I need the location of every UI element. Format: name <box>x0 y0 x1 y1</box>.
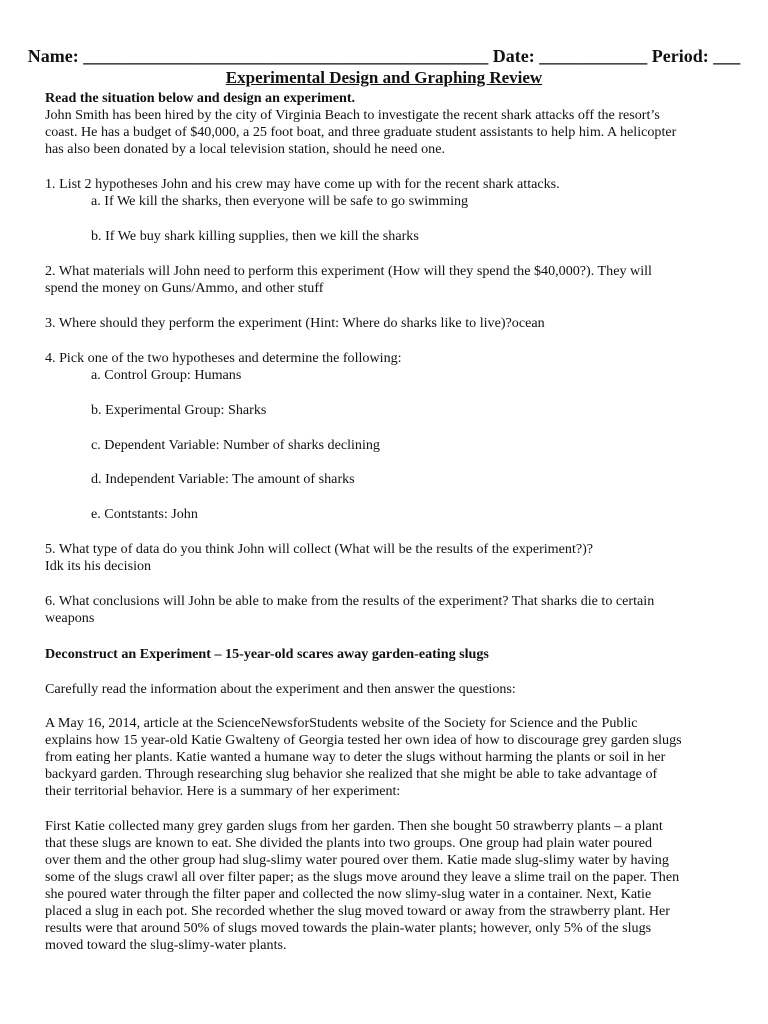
paragraph2-line: First Katie collected many grey garden slugs from her garden. Then she bought 50 strawberry plants – a plant <box>45 818 663 834</box>
answer-4a: a. Control Group: Humans <box>91 367 242 383</box>
question-1: 1. List 2 hypotheses John and his crew may have come up with for the recent shark attacks. <box>45 176 560 192</box>
section2-heading: Deconstruct an Experiment – 15-year-old scares away garden-eating slugs <box>45 646 489 662</box>
answer-1b: b. If We buy shark killing supplies, then we kill the sharks <box>91 228 419 244</box>
paragraph1-line: from eating her plants. Katie wanted a humane way to deter the slugs without harming the plants or soil in her <box>45 749 666 765</box>
answer-4b: b. Experimental Group: Sharks <box>91 402 267 418</box>
header-line: Name: _____________________________________________ Date: ____________ Period: ___ <box>27 46 741 66</box>
paragraph2-line: that these slugs are known to eat. She divided the plants into two groups. One group had plain water poured <box>45 835 653 851</box>
answer-1a: a. If We kill the sharks, then everyone will be safe to go swimming <box>91 193 469 209</box>
period-blank: ___ <box>713 46 741 66</box>
question-2: 2. What materials will John need to perform this experiment (How will they spend the $40,000?). They will <box>45 263 652 279</box>
page-title: Experimental Design and Graphing Review <box>225 68 543 87</box>
paragraph2-line: some of the slugs crawl all over filter paper; as the slugs move around they leave a slime trail on the paper. Then <box>45 869 680 885</box>
period-label: Period <box>651 46 703 66</box>
question-3: 3. Where should they perform the experiment (Hint: Where do sharks like to live)?ocean <box>45 315 545 331</box>
answer-4c: c. Dependent Variable: Number of sharks declining <box>91 437 380 453</box>
paragraph1-line: backyard garden. Through researching slug behavior she realized that she might be able to take advantage of <box>45 766 658 782</box>
section1-instruction: Read the situation below and design an experiment. <box>45 90 356 106</box>
date-blank: ____________ <box>539 46 648 66</box>
question-5: 5. What type of data do you think John will collect (What will be the results of the experiment?)? <box>45 541 594 557</box>
name-blank: _____________________________________________ <box>83 46 489 66</box>
scenario-line: John Smith has been hired by the city of Virginia Beach to investigate the recent shark attacks off the resort’s <box>45 107 660 123</box>
paragraph2-line: moved toward the slug-slimy-water plants. <box>45 937 287 953</box>
paragraph1-line: explains how 15 year-old Katie Gwalteny of Georgia tested her own idea of how to discourage grey garden slugs <box>45 732 682 748</box>
question-4: 4. Pick one of the two hypotheses and determine the following: <box>45 350 402 366</box>
question-6: 6. What conclusions will John be able to make from the results of the experiment? That sharks die to certain <box>45 593 655 609</box>
paragraph2-line: results were that around 50% of slugs moved towards the plain-water plants; however, only 5% of the slugs <box>45 920 652 936</box>
scenario-line: coast. He has a budget of $40,000, a 25 foot boat, and three graduate student assistants to help him. A helicopter <box>45 124 677 140</box>
answer-4e: e. Contstants: John <box>91 506 198 522</box>
name-label: Name <box>27 46 73 66</box>
date-label: Date <box>492 46 529 66</box>
paragraph2-line: over them and the other group had slug-slimy water poured over them. Katie made slug-slimy water by having <box>45 852 669 868</box>
answer-6: weapons <box>45 610 95 626</box>
paragraph1-line: their territorial behavior. Here is a summary of her experiment: <box>45 783 401 799</box>
paragraph2-line: placed a slug in each pot. She recorded whether the slug moved toward or away from the strawberry plant. Her <box>45 903 670 919</box>
paragraph1-line: A May 16, 2014, article at the ScienceNewsforStudents website of the Society for Science and the Public <box>45 715 638 731</box>
paragraph2-line: she poured water through the filter paper and collected the now slimy-slug water in a container. Next, Katie <box>45 886 652 902</box>
answer-4d: d. Independent Variable: The amount of sharks <box>91 471 355 487</box>
answer-5: Idk its his decision <box>45 558 152 574</box>
section2-instruction: Carefully read the information about the experiment and then answer the questions: <box>45 681 516 697</box>
answer-2: spend the money on Guns/Ammo, and other stuff <box>45 280 324 296</box>
scenario-line: has also been donated by a local television station, should he need one. <box>45 141 445 157</box>
